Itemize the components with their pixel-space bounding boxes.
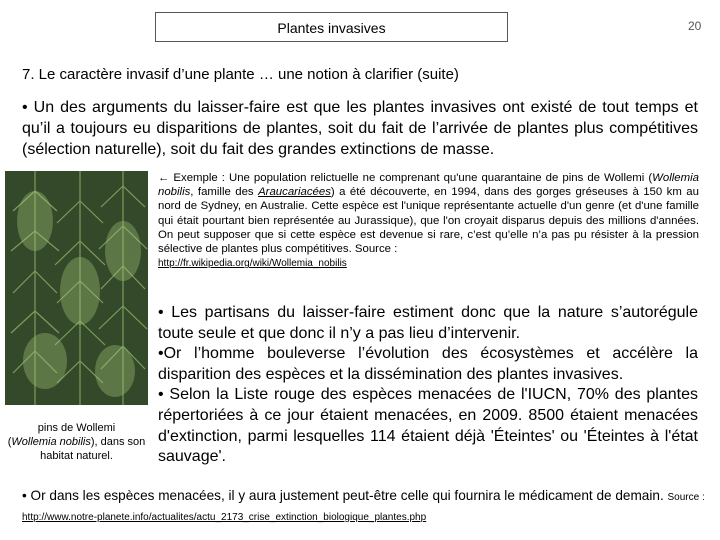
family-link[interactable]: Araucariacées: [258, 186, 331, 199]
source-label: Source :: [667, 492, 705, 503]
argument-paragraph: • Les partisans du laisser-faire estiment donc que la nature s’autorégule toute seule et que donc il n’y a pas lieu d’intervenir.: [158, 304, 698, 342]
conclusion-paragraph: • Or dans les espèces menacées, il y aura justement peut-être celle qui fournira le médicament de demain. Source : http://www.notre-planete.info/actualites/actu_2173_crise_extinction_biologique_plantes.php: [22, 488, 705, 523]
wollemi-pine-photo: [5, 171, 148, 405]
page-number: 20: [688, 19, 702, 33]
argument-paragraph: •Or l’homme bouleverse l’évolution des écosystèmes et accélère la disparition des espèces et la dissémination des plantes invasives.: [158, 345, 698, 383]
argument-paragraphs: [158, 303, 698, 468]
wikipedia-link[interactable]: http://fr.wikipedia.org/wiki/Wollemia_nobilis: [158, 258, 347, 270]
slide-title: Plantes invasives: [277, 20, 386, 36]
slide-title-box: [155, 12, 508, 42]
argument-paragraph: • Selon la Liste rouge des espèces menacées de l'IUCN, 70% des plantes répertoriées à ce jour étaient menacées, en 2009. 8500 étaient menacées d'extinction, parmi lesquelles 114 étaient déjà 'Éteintes' ou 'Éteintes à l'état sauvage'.: [158, 386, 698, 466]
example-paragraph: ← Exemple : Une population relictuelle ne comprenant qu'une quarantaine de pins de Wollemi (Wollemia nobilis, famille des Araucariacées) a été découverte, en 1994, dans des gorges gréseuses à 150 km au nord de Sydney, en Australie. Cette espèce est l'unique représentante actuelle d'un genre (et d'une famille qui était pourtant bien représentée au Jurassique), que l'on croyait disparus depuis des millions d'années. On peut supposer que si cette espèce est devenue si rare, c’est qu’elle n’a pas pu résister à la pression sélective de plantes plus compétitives. Source : http://fr.wikipedia.org/wiki/Wollemia_nobilis: [158, 172, 699, 270]
source-link[interactable]: http://www.notre-planete.info/actualites/actu_2173_crise_extinction_biologique_plantes.php: [22, 512, 427, 523]
intro-paragraph: • Un des arguments du laisser-faire est que les plantes invasives ont existé de tout temps et qu’il a toujours eu disparitions de plantes, soit du fait de l’arrivée de plantes plus compétitives (sélection naturelle), soit du fait des grandes extinctions de masse.: [22, 99, 698, 158]
photo-caption: pins de Wollemi (Wollemia nobilis), dans son habitat naturel.: [7, 422, 146, 462]
section-title: 7. Le caractère invasif d’une plante … une notion à clarifier (suite): [22, 66, 459, 83]
